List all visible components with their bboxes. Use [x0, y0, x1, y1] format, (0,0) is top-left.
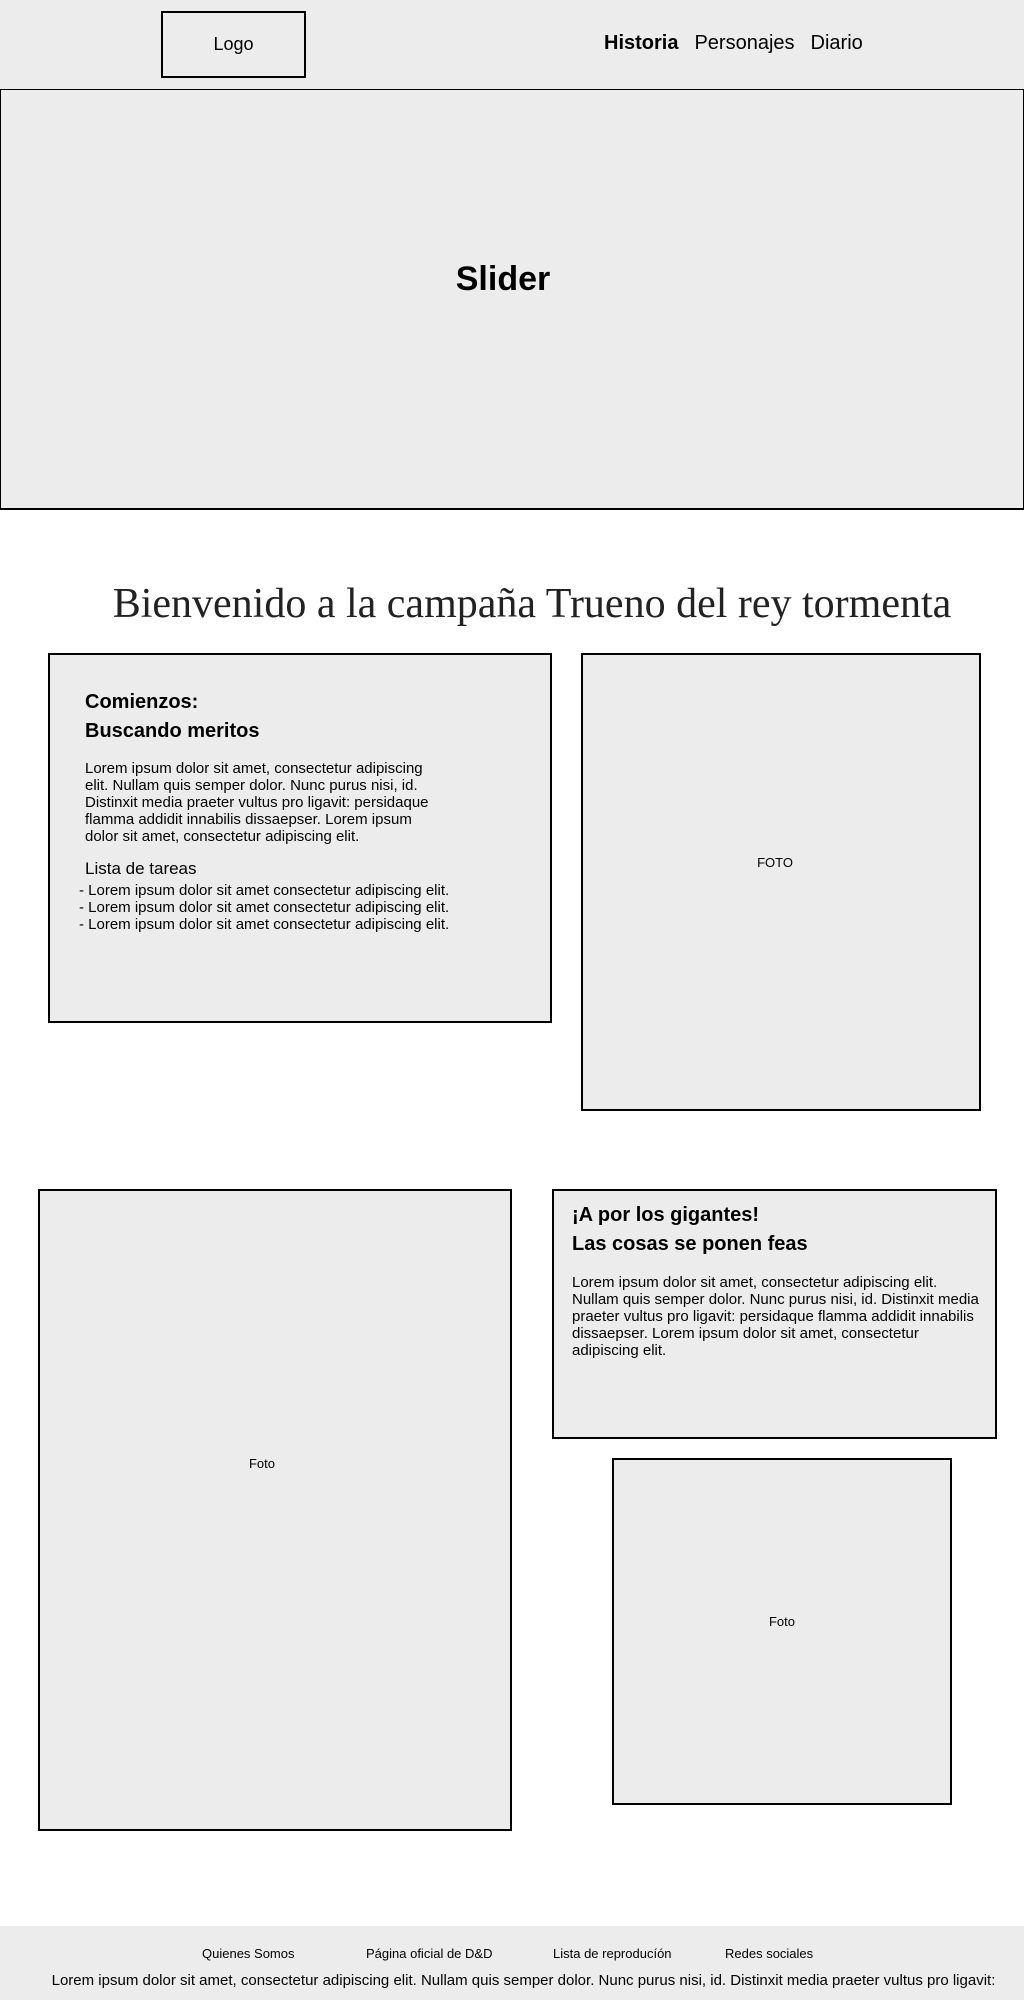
- footer-link-pagina-oficial[interactable]: Página oficial de D&D: [366, 1946, 493, 1961]
- card-title: ¡A por los gigantes!: [572, 1204, 760, 1226]
- paragraph-line: Nullam quis semper dolor. Nunc purus nisi, id. Distinxit media: [572, 1291, 979, 1308]
- paragraph-line: dissaepser. Lorem ipsum dolor sit amet, consectetur: [572, 1325, 919, 1342]
- nav-item-diario[interactable]: Diario: [810, 32, 863, 54]
- paragraph-line: praeter vultus pro ligavit: persidaque flamma addidit innabilis: [572, 1308, 974, 1325]
- story-card-gigantes: [552, 1189, 997, 1439]
- card-paragraph: [85, 760, 429, 845]
- footer-text: Lorem ipsum dolor sit amet, consectetur adipiscing elit. Nullam quis semper dolor. Nunc purus nisi, id. Distinxit media praeter vultus pro ligavit:: [51, 1972, 996, 1989]
- task-list-title: Lista de tareas: [85, 859, 197, 878]
- task-list-item: - Lorem ipsum dolor sit amet consectetur adipiscing elit.: [79, 916, 450, 933]
- card-subtitle: Las cosas se ponen feas: [572, 1233, 808, 1255]
- slider[interactable]: [0, 89, 1024, 510]
- paragraph-line: Lorem ipsum dolor sit amet, consectetur adipiscing: [85, 760, 423, 777]
- paragraph-line: elit. Nullam quis semper dolor. Nunc purus nisi, id.: [85, 777, 418, 794]
- photo-placeholder: [612, 1458, 952, 1805]
- paragraph-line: flamma addidit innabilis dissaepser. Lorem ipsum: [85, 811, 412, 828]
- task-list: [79, 882, 449, 933]
- task-list-item: - Lorem ipsum dolor sit amet consectetur adipiscing elit.: [79, 899, 450, 916]
- header: [0, 0, 1024, 89]
- logo-label: Logo: [213, 34, 254, 54]
- footer-link-lista-reproduccion[interactable]: Lista de reproducíón: [553, 1946, 672, 1961]
- paragraph-line: dolor sit amet, consectetur adipiscing elit.: [85, 828, 360, 845]
- card-subtitle: Buscando meritos: [85, 720, 260, 742]
- card-paragraph: [572, 1274, 979, 1359]
- story-card-comienzos: [48, 653, 552, 1023]
- task-list-item: - Lorem ipsum dolor sit amet consectetur adipiscing elit.: [79, 882, 450, 899]
- card-title: Comienzos:: [85, 691, 199, 713]
- nav-item-historia[interactable]: Historia: [604, 32, 679, 54]
- photo-label: Foto: [768, 1614, 795, 1629]
- photo-placeholder: [38, 1189, 512, 1831]
- logo[interactable]: [161, 11, 306, 78]
- footer-link-redes-sociales[interactable]: Redes sociales: [725, 1946, 814, 1961]
- photo-label: Foto: [248, 1455, 275, 1471]
- nav-item-personajes[interactable]: Personajes: [694, 32, 795, 54]
- photo-placeholder: [581, 653, 981, 1111]
- photo-label: FOTO: [757, 854, 793, 870]
- paragraph-line: adipiscing elit.: [572, 1342, 667, 1359]
- footer-link-quienes-somos[interactable]: Quienes Somos: [202, 1946, 295, 1961]
- paragraph-line: Distinxit media praeter vultus pro ligavit: persidaque: [85, 794, 429, 811]
- main-nav: [604, 32, 863, 55]
- paragraph-line: Lorem ipsum dolor sit amet, consectetur adipiscing elit.: [572, 1274, 938, 1291]
- slider-label: Slider: [455, 259, 551, 298]
- welcome-title: Bienvenido a la campaña Trueno del rey tormenta: [112, 581, 952, 627]
